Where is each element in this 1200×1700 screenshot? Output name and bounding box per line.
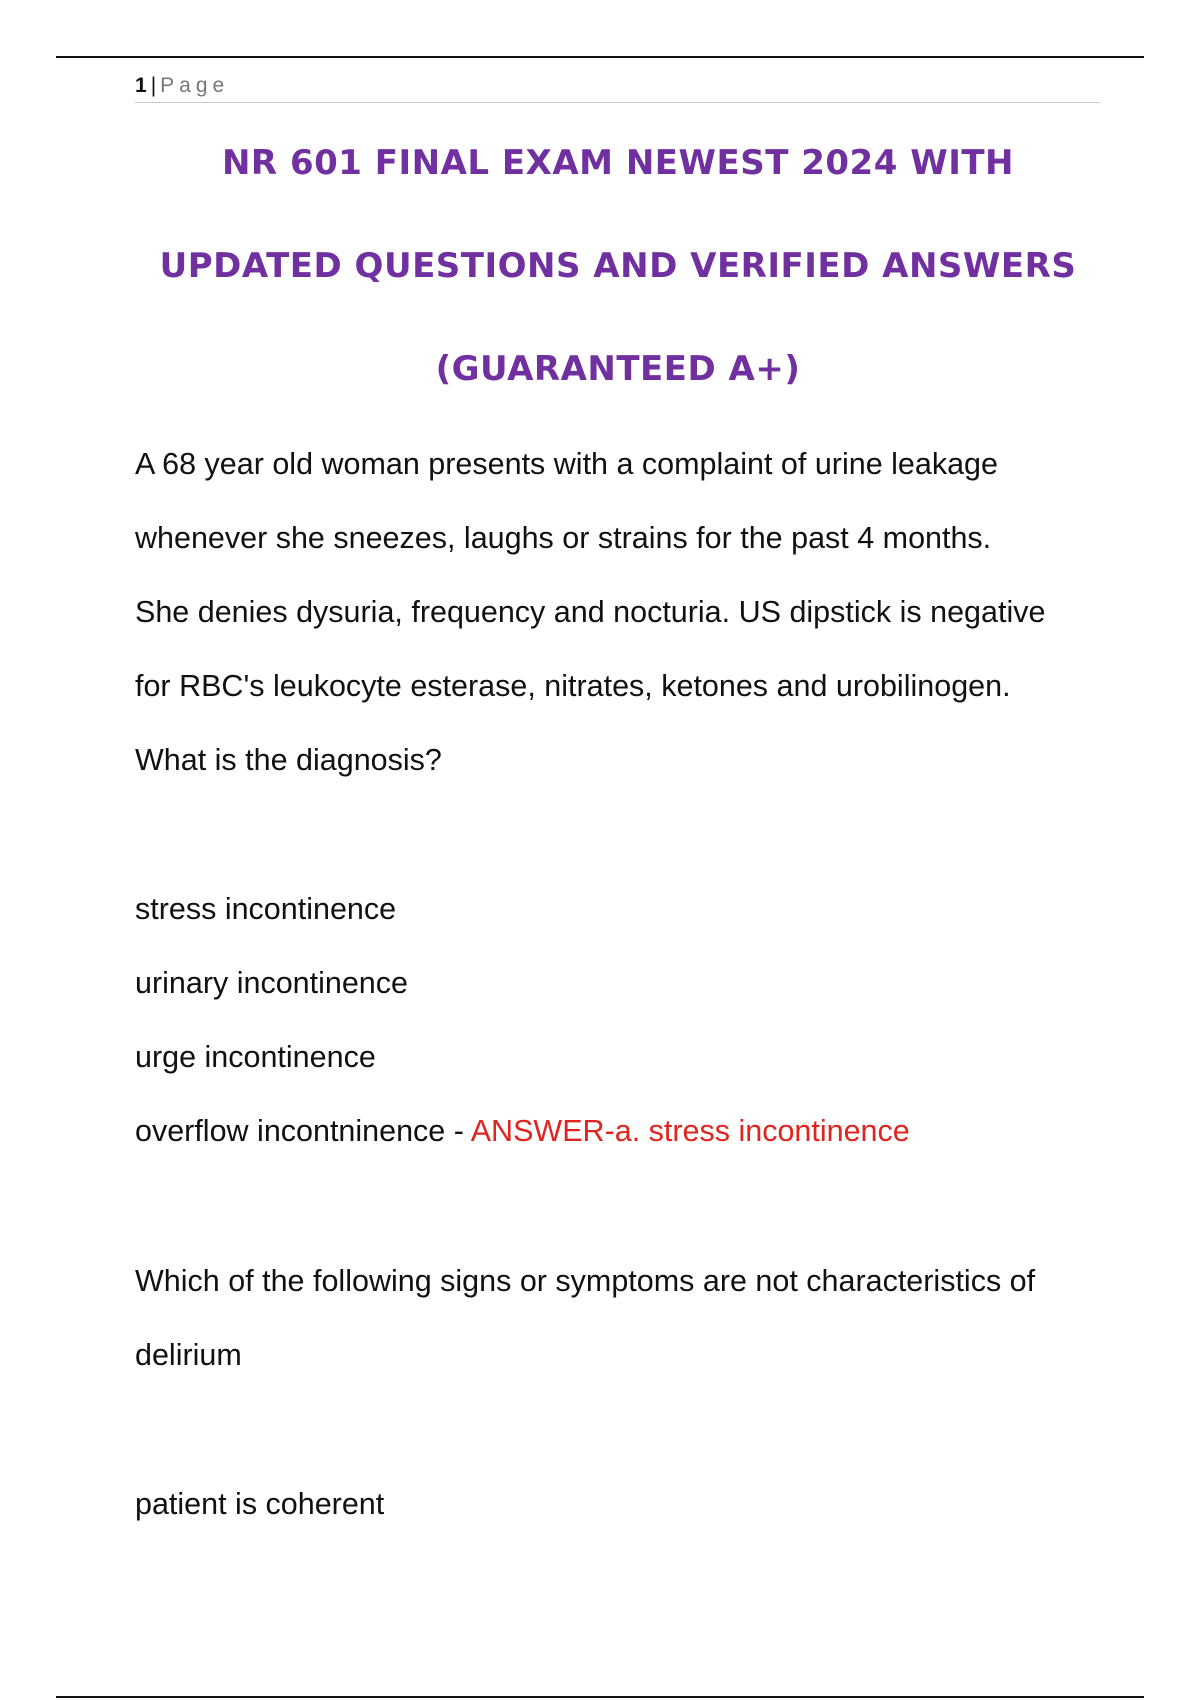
question-2-line-2: delirium — [135, 1338, 242, 1372]
question-1-option-c: urge incontinence — [135, 1040, 376, 1074]
page-label: Page — [160, 74, 230, 97]
question-1-option-b: urinary incontinence — [135, 966, 408, 1000]
document-title-line-3: (GUARANTEED A+) — [435, 349, 801, 389]
question-2-option-a: patient is coherent — [135, 1487, 385, 1521]
document-title-line-2: UPDATED QUESTIONS AND VERIFIED ANSWERS — [159, 246, 1077, 286]
question-1-answer: ANSWER-a. stress incontinence — [470, 1114, 910, 1148]
page-number: 1 — [135, 74, 147, 97]
question-1-line-2: whenever she sneezes, laughs or strains for the past 4 months. — [135, 521, 992, 555]
question-1-option-d: overflow incontninence - — [135, 1114, 471, 1148]
question-1-line-1: A 68 year old woman presents with a complaint of urine leakage — [135, 447, 998, 481]
page-header — [135, 74, 1100, 103]
bottom-rule — [56, 1696, 1144, 1698]
document-title-line-1: NR 601 FINAL EXAM NEWEST 2024 WITH — [221, 143, 1015, 183]
question-1-option-a: stress incontinence — [135, 892, 397, 926]
question-1-line-5: What is the diagnosis? — [135, 743, 442, 777]
question-1-line-3: She denies dysuria, frequency and nocturia. US dipstick is negative — [135, 595, 1046, 629]
question-2-line-1: Which of the following signs or symptoms are not characteristics of — [135, 1264, 1036, 1298]
question-1-option-d-line — [135, 1113, 910, 1149]
top-rule — [56, 56, 1144, 58]
page-separator: | — [150, 74, 157, 97]
question-1-line-4: for RBC's leukocyte esterase, nitrates, ketones and urobilinogen. — [135, 669, 1011, 703]
